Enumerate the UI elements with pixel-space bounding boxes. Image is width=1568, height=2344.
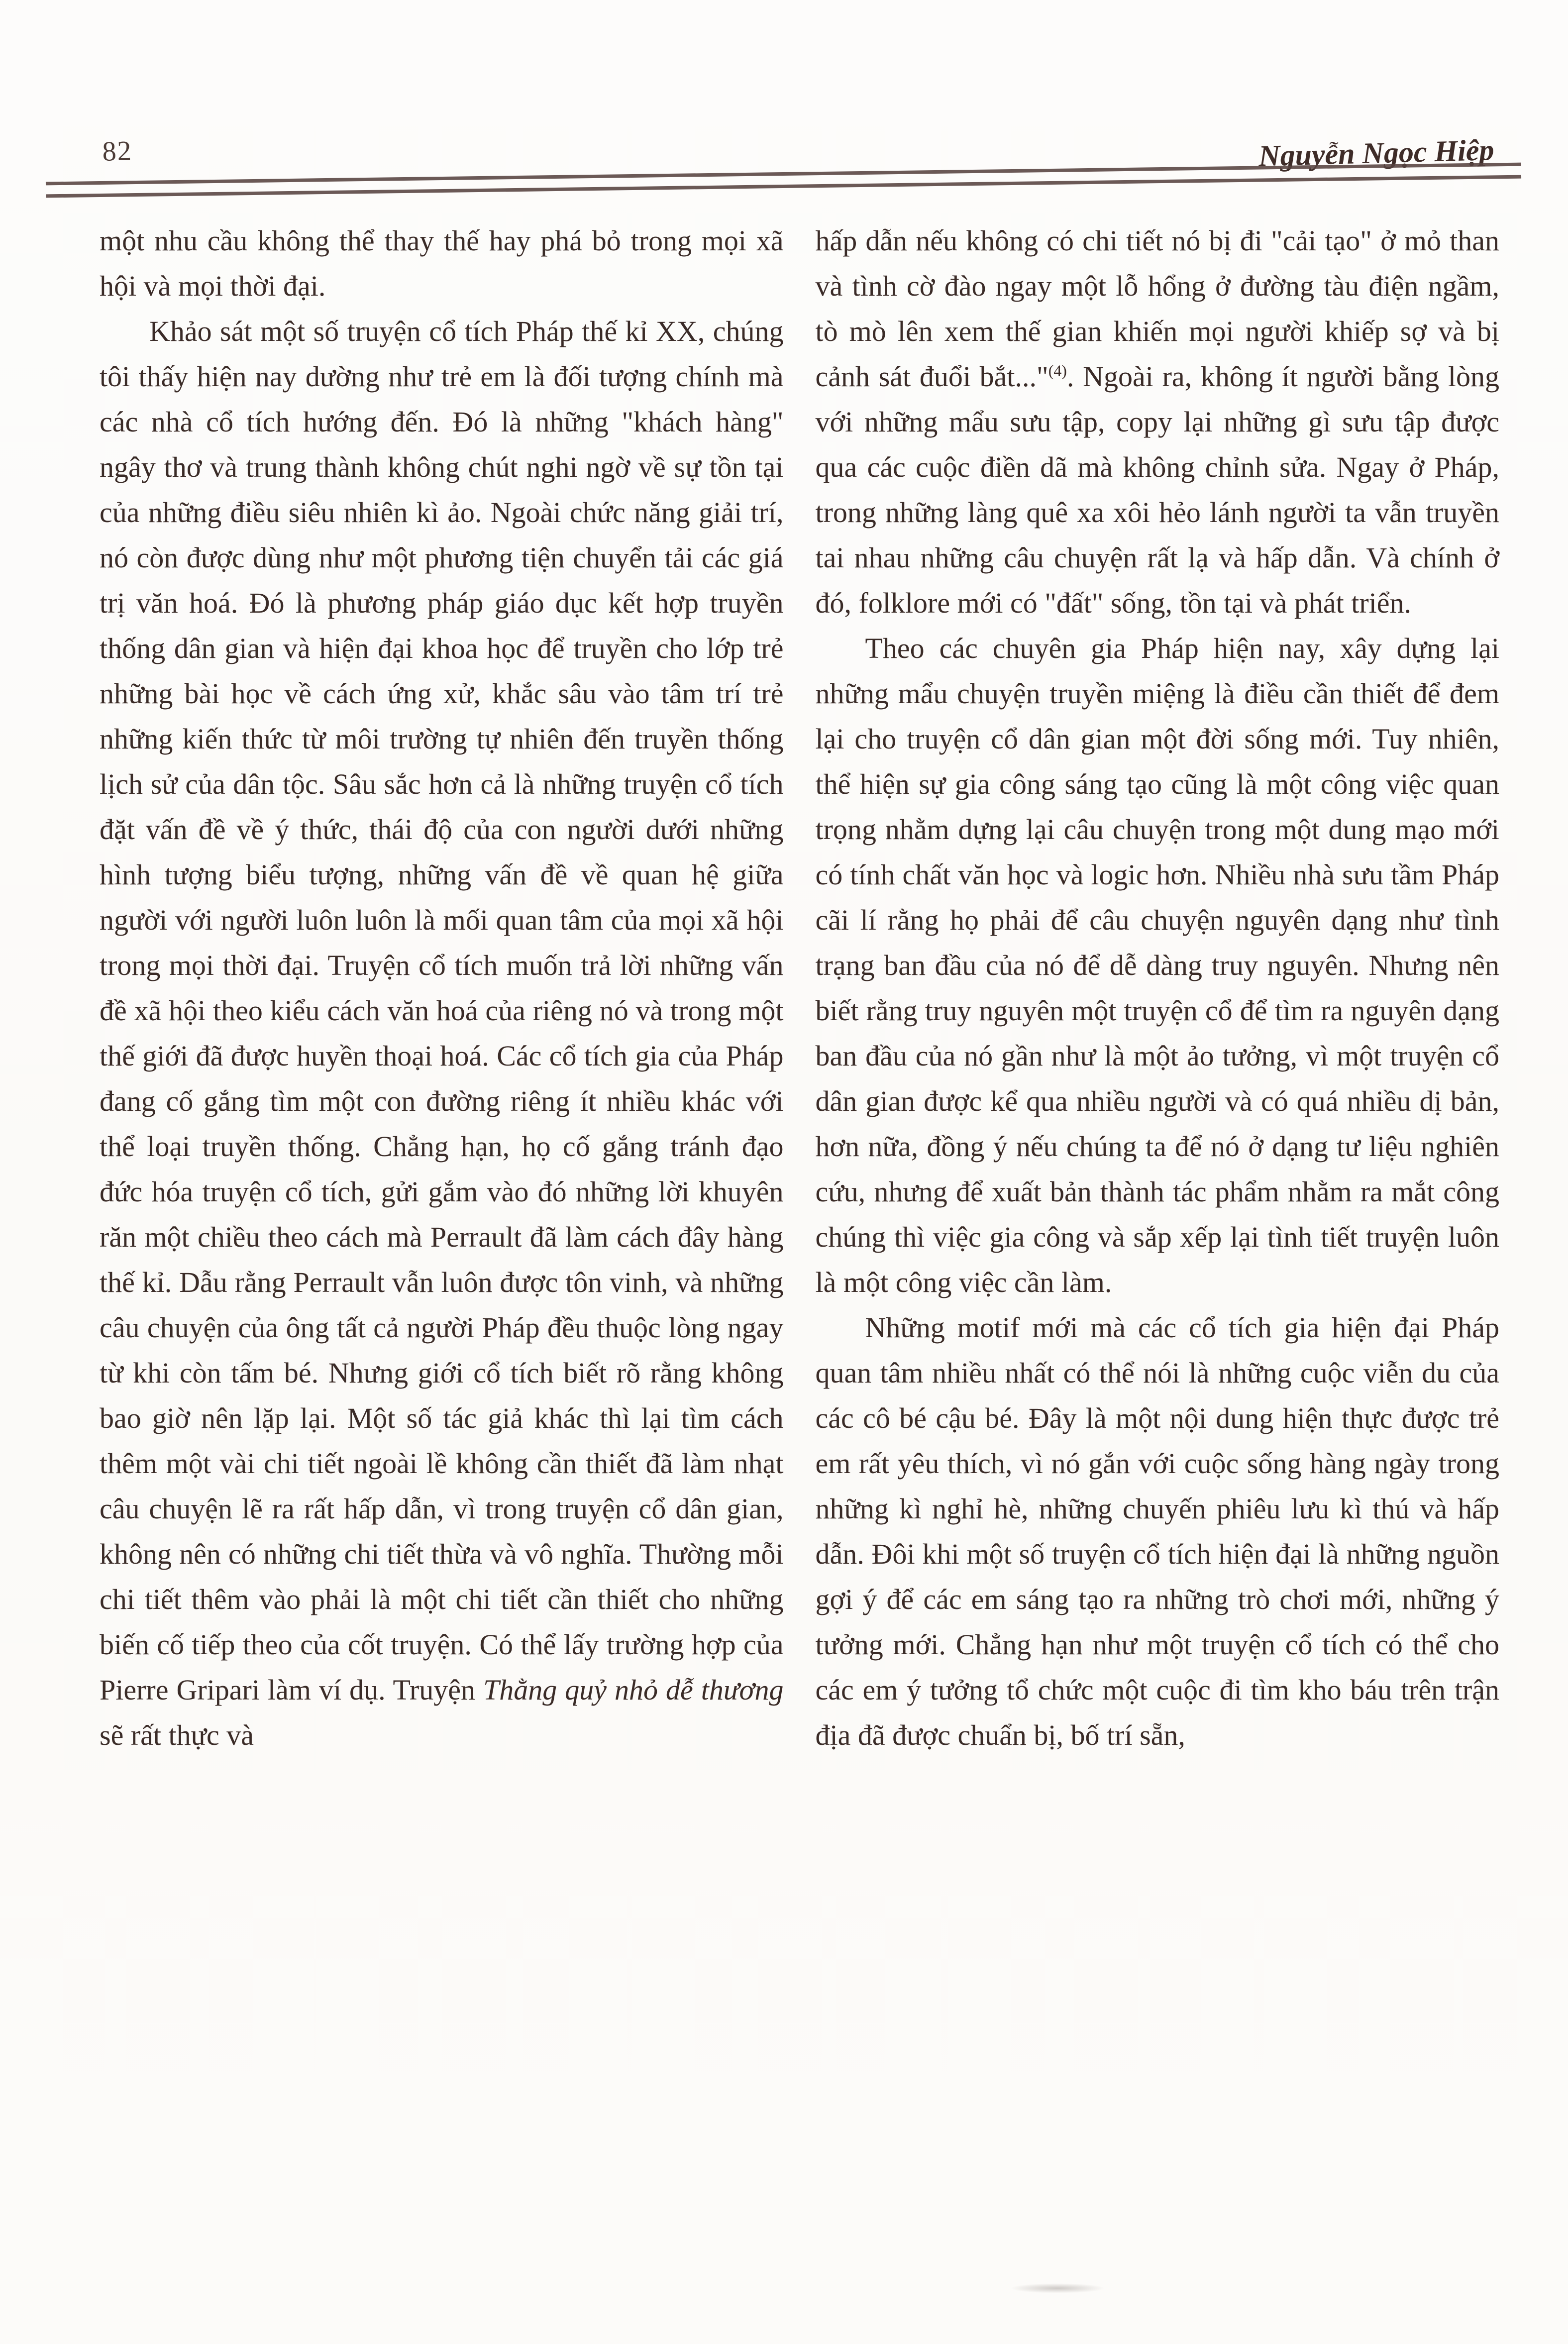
paragraph-continuation (816, 218, 1500, 626)
paragraph-text: . Ngoài ra, không ít người bằng lòng với những mẩu sưu tập, copy lại những gì sưu tập được qua các cuộc điền dã mà không chỉnh sửa. Ngay ở Pháp, trong những làng quê xa xôi hẻo lánh người ta vẫn truyền tai nhau những câu chuyện rất lạ và hấp dẫn. Và chính ở đó, folklore mới có "đất" sống, tồn tại và phát triển. (815, 360, 1500, 619)
scan-artifact (1010, 2283, 1105, 2293)
two-column-body (100, 218, 1499, 1758)
paragraph-continuation: một nhu cầu không thể thay thế hay phá bỏ trong mọi xã hội và mọi thời đại. (100, 224, 784, 302)
running-head-author: Nguyễn Ngọc Hiệp (1258, 133, 1494, 173)
page-number: 82 (102, 135, 133, 168)
page-header (102, 118, 1494, 173)
footnote-marker: (4) (1048, 362, 1067, 380)
paragraph-text: hấp dẫn nếu không có chi tiết nó bị đi "cải tạo" ở mỏ than và tình cờ đào ngay một lỗ hổng ở đường tàu điện ngầm, tò mò lên xem thế gian khiến mọi người khiếp sợ và bị cảnh sát đuổi bắt..." (815, 224, 1499, 393)
paragraph-text: sẽ rất thực và (100, 1719, 254, 1751)
paragraph-text: Khảo sát một số truyện cổ tích Pháp thế kỉ XX, chúng tôi thấy hiện nay dường như trẻ em là đối tượng chính mà các nhà cổ tích hướng đến. Đó là những "khách hàng" ngây thơ và trung thành không chút nghi ngờ về sự tồn tại của những điều siêu nhiên kì ảo. Ngoài chức năng giải trí, nó còn được dùng như một phương tiện chuyển tải các giá trị văn hoá. Đó là phương pháp giáo dục kết hợp truyền thống dân gian và hiện đại khoa học để truyền cho lớp trẻ những bài học về cách ứng xử, khắc sâu vào tâm trí trẻ những kiến thức từ môi trường tự nhiên đến truyền thống lịch sử của dân tộc. Sâu sắc hơn cả là những truyện cổ tích đặt vấn đề về ý thức, thái độ của con người dưới những hình tượng biểu tượng, những vấn đề về quan hệ giữa người với người luôn luôn là mối quan tâm của mọi xã hội trong mọi thời đại. Truyện cổ tích muốn trả lời những vấn đề xã hội theo kiểu cách văn hoá của riêng nó và trong một thế giới đã được huyền thoại hoá. Các cổ tích gia của Pháp đang cố gắng tìm một con đường riêng ít nhiều khác với thể loại truyền thống. Chẳng hạn, họ cố gắng tránh đạo đức hóa truyện cổ tích, gửi gắm vào đó những lời khuyên răn một chiều theo cách mà Perrault đã làm cách đây hàng thế kỉ. Dẫu rằng Perrault vẫn luôn được tôn vinh, và những câu chuyện của ông tất cả người Pháp đều thuộc lòng ngay từ khi còn tấm bé. Nhưng giới cổ tích biết rõ rằng không bao giờ nên lặp lại. Một số tác giả khác thì lại tìm cách thêm một vài chi tiết ngoài lề không cần thiết đã làm nhạt câu chuyện lẽ ra rất hấp dẫn, vì trong truyện cổ dân gian, không nên có những chi tiết thừa và vô nghĩa. Thường mỗi chi tiết thêm vào phải là một chi tiết cần thiết cho những biến cố tiếp theo của cốt truyện. Có thể lấy trường hợp của Pierre Gripari làm ví dụ. Truyện (100, 315, 784, 1706)
paragraph (100, 309, 784, 1758)
book-title-italic: Thằng quỷ nhỏ dễ thương (483, 1674, 784, 1706)
header-divider-double-rule (46, 163, 1521, 198)
paragraph: Theo các chuyên gia Pháp hiện nay, xây dựng lại những mẩu chuyện truyền miệng là điều cần thiết để đem lại cho truyện cổ dân gian một đời sống mới. Tuy nhiên, thể hiện sự gia công sáng tạo cũng là một công việc quan trọng nhằm dựng lại câu chuyện trong một dung mạo mới có tính chất văn học và logic hơn. Nhiều nhà sưu tầm Pháp cãi lí rằng họ phải để câu chuyện nguyên dạng như tình trạng ban đầu của nó để dễ dàng truy nguyên. Nhưng nên biết rằng truy nguyên một truyện cổ để tìm ra nguyên dạng ban đầu của nó gần như là một ảo tưởng, vì một truyện cổ dân gian được kể qua nhiều người và có quá nhiều dị bản, hơn nữa, đồng ý nếu chúng ta để nó ở dạng tư liệu nghiên cứu, nhưng để xuất bản thành tác phẩm nhằm ra mắt công chúng thì việc gia công và sắp xếp lại tình tiết truyện luôn là một công việc cần làm. (815, 632, 1499, 1298)
paragraph: Những motif mới mà các cổ tích gia hiện đại Pháp quan tâm nhiều nhất có thể nói là những cuộc viễn du của các cô bé cậu bé. Đây là một nội dung hiện thực được trẻ em rất yêu thích, vì nó gắn với cuộc sống hàng ngày trong những kì nghỉ hè, những chuyến phiêu lưu kì thú và hấp dẫn. Đôi khi một số truyện cổ tích hiện đại là những nguồn gợi ý để các em sáng tạo ra những trò chơi mới, những ý tưởng mới. Chẳng hạn như một truyện cổ tích có thể cho các em ý tưởng tổ chức một cuộc đi tìm kho báu trên trận địa đã được chuẩn bị, bố trí sẵn, (815, 1311, 1499, 1751)
left-column (100, 218, 784, 1758)
right-column (816, 218, 1500, 1758)
